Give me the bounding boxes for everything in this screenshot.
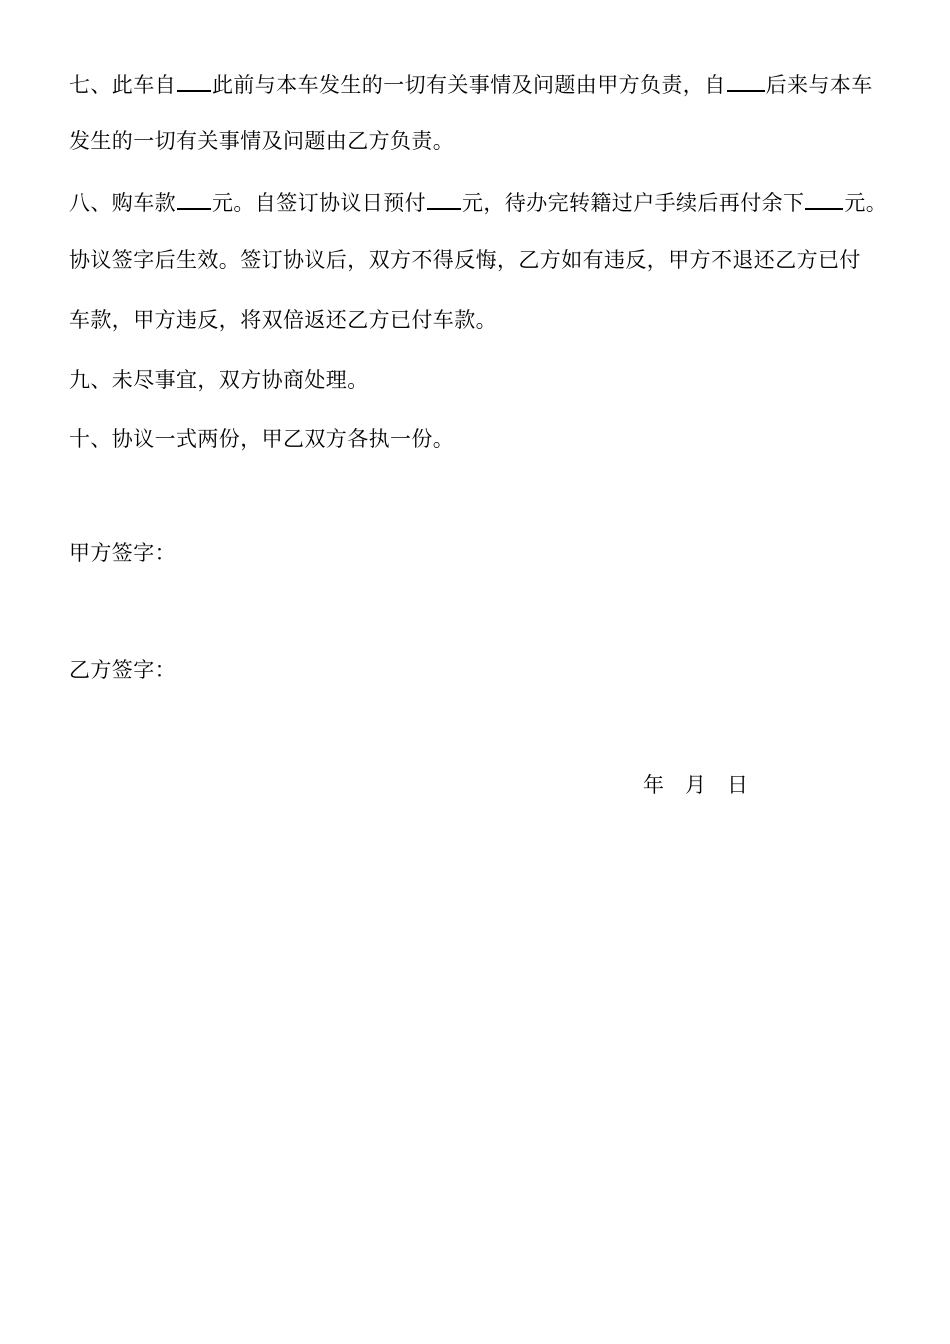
clause-8-line-1 [69, 190, 887, 214]
clause-7-line-1 [69, 72, 873, 96]
clause-7-text-b: 此前与本车发生的一切有关事情及问题由甲方负责，自 [212, 73, 726, 97]
clause-8-line-3: 车款，甲方违反，将双倍返还乙方已付车款。 [69, 308, 497, 332]
clause-8-text-d: 元。 [844, 191, 888, 215]
clause-8-blank-2 [427, 190, 461, 210]
clause-9: 九、未尽事宜，双方协商处理。 [69, 368, 369, 392]
signing-date [643, 775, 748, 796]
clause-7-text-c: 后来与本车 [765, 73, 873, 97]
party-a-signature-label: 甲方签字： [69, 541, 176, 565]
clause-8-blank-3 [805, 190, 843, 210]
clause-7-blank-2 [727, 72, 765, 92]
clause-7-text-a: 七、此车自 [69, 73, 176, 97]
clause-8-text-a: 八、购车款 [69, 191, 176, 215]
date-month-label: 月 [685, 773, 706, 797]
clause-8-text-b: 元。自签订协议日预付 [212, 191, 426, 215]
clause-8-blank-1 [177, 190, 211, 210]
clause-10: 十、协议一式两份，甲乙双方各执一份。 [69, 427, 455, 451]
clause-7-line-2: 发生的一切有关事情及问题由乙方负责。 [69, 129, 455, 153]
date-day-label: 日 [727, 773, 748, 797]
clause-8-line-2: 协议签字后生效。签订协议后，双方不得反悔，乙方如有违反，甲方不退还乙方已付 [69, 248, 861, 272]
clause-7-blank-1 [177, 72, 211, 92]
party-b-signature-label: 乙方签字： [69, 658, 176, 682]
clause-8-text-c: 元，待办完转籍过户手续后再付余下 [462, 191, 805, 215]
date-year-label: 年 [643, 773, 664, 797]
